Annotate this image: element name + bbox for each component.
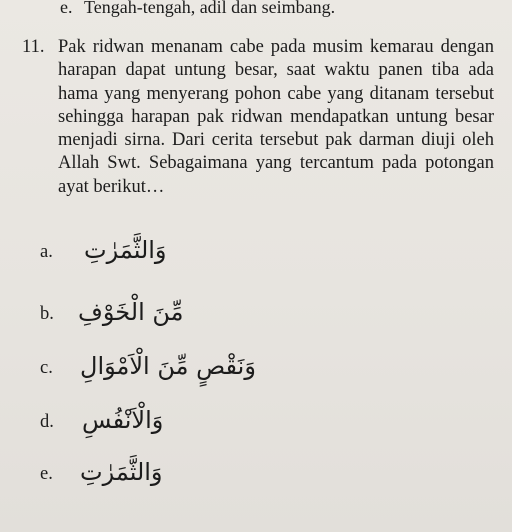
option-arabic-text: وَنَقْصٍ مِّنَ الْاَمْوَالِ [80, 352, 256, 380]
question-11 [22, 36, 494, 199]
option-arabic-text: مِّنَ الْخَوْفِ [78, 298, 184, 326]
option-arabic-text: وَالثَّمَرٰتِ [80, 458, 163, 486]
option-letter: a. [40, 242, 53, 262]
previous-question-option-e [60, 0, 335, 18]
option-b[interactable] [40, 298, 480, 338]
option-arabic-text: وَالْاَنْفُسِ [82, 406, 164, 434]
option-e[interactable] [40, 458, 480, 498]
option-c[interactable] [40, 352, 480, 392]
option-letter: d. [40, 412, 54, 432]
question-number: 11. [22, 37, 45, 57]
option-arabic-text: وَالثَّمَرٰتِ [84, 236, 167, 264]
option-text: Tengah-tengah, adil dan seimbang. [84, 0, 336, 17]
option-a[interactable] [40, 236, 480, 276]
option-letter: c. [40, 358, 53, 378]
option-letter: e. [60, 0, 73, 17]
option-letter: b. [40, 304, 54, 324]
option-d[interactable] [40, 406, 480, 446]
question-text: Pak ridwan menanam cabe pada musim kemarau dengan harapan dapat untung besar, saat waktu panen tiba ada hama yang menyerang pohon cabe yang ditanam tersebut sehingga harapan pak ridwan mendapatkan untung besar menjadi sirna. Dari cerita tersebut pak darman diuji oleh Allah Swt. Sebagaimana yang tercantum pada potongan ayat berikut… [58, 37, 494, 197]
option-letter: e. [40, 464, 53, 484]
